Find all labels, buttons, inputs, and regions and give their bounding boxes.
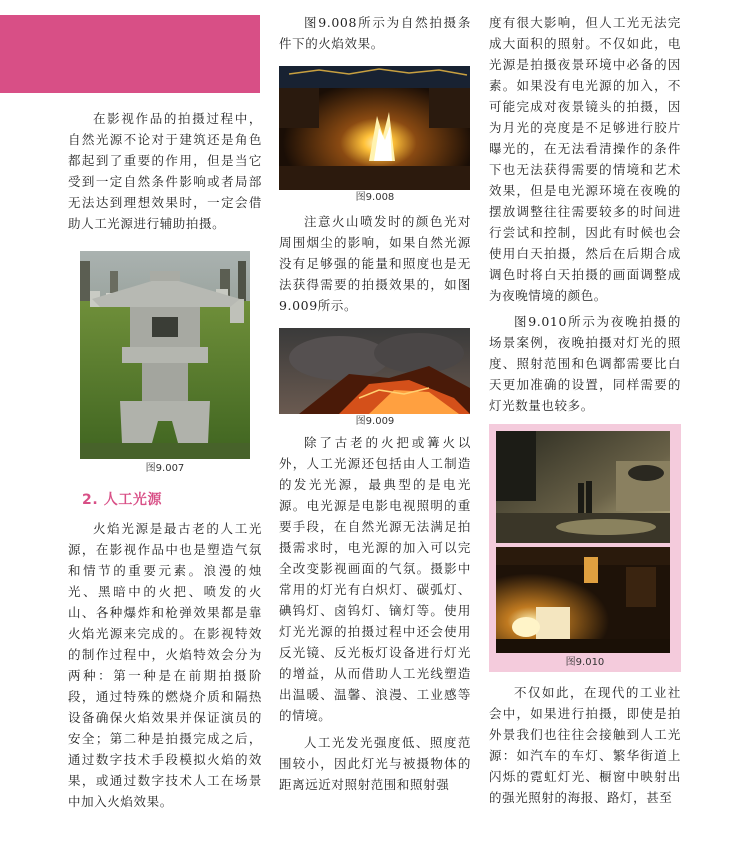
stone-lantern-photo <box>80 251 250 459</box>
paragraph-artificial-intensity: 人工光发光强度低、照度范围较小，因此灯光与被摄物体的距离远近对照射范围和照射强 <box>279 735 471 792</box>
figure-9-008-bonfire <box>279 66 470 190</box>
column-2 <box>279 12 471 795</box>
night-street-photo <box>496 431 670 543</box>
figure-9-010-street-night <box>496 431 670 543</box>
section-heading: 2. 人工光源 <box>82 492 163 508</box>
interior-lantern-photo <box>496 547 670 653</box>
figure-9-007-stone-lantern <box>80 251 250 459</box>
column-1 <box>68 108 262 812</box>
paragraph-fire-light: 火焰光源是最古老的人工光源，在影视作品中也是塑造气氛和情节的重要元素。浪漫的烛光、黑暗中的火把、喷发的火山、各种爆炸和枪弹效果都是靠火焰光源来完成的。在影视特效的制作过程中，火焰特效会分为两种：第一种是在前期拍摄阶段，通过特殊的燃烧介质和隔热设备确保火焰效果并保证演员的安全；第二种是拍摄完成之后，通过数字技术手段模拟火焰的效果，或通过数字技术人工在场景中加入火焰效果。 <box>68 521 262 809</box>
paragraph-industrial-light: 不仅如此，在现代的工业社会中，如果进行拍摄，即使是拍外景我们也往往会接触到人工光源：如汽车的车灯、繁华街道上闪烁的霓虹灯光、橱窗中映射出的强光照射的海报、路灯，甚至 <box>489 685 681 805</box>
figure-9-010-frame <box>489 424 681 672</box>
decorative-pink-bar <box>0 15 260 93</box>
figure-9-009-caption: 图9.009 <box>355 416 395 427</box>
bonfire-photo <box>279 66 470 190</box>
paragraph-electric-light: 除了古老的火把或篝火以外，人工光源还包括由人工制造的发光光源，最典型的是电光源。电光源是电影电视照明的重要手段，在自然光源无法满足拍摄需求时，电光源的加入可以完全改变影视画面的气氛。摄影中常用的灯光有白炽灯、碳弧灯、碘钨灯、卤钨灯、镝灯等。使用灯光光源的拍摄过程中还会使用反光镜、反光板灯设备进行灯光的增益，从而借助人工光线塑造出温暖、温馨、浪漫、工业感等的情境。 <box>279 435 471 723</box>
figure-9-007-caption: 图9.007 <box>145 463 185 474</box>
figure-9-010-interior-night <box>496 547 670 653</box>
figure-9-009-volcano <box>279 328 470 414</box>
figure-9-010-caption: 图9.010 <box>565 657 605 668</box>
volcano-photo <box>279 328 470 414</box>
paragraph-intro: 在影视作品的拍摄过程中，自然光源不论对于建筑还是角色都起到了重要的作用，但是当它受到一定自然条件影响或者局部无法达到理想效果时，一定会借助人工光源进行辅助拍摄。 <box>68 111 262 231</box>
paragraph-fig010-ref: 图9.010所示为夜晚拍摄的场景案例，夜晚拍摄对灯光的照度、照射范围和色调都需要比白天更加准确的设置，同样需要的灯光数量也较多。 <box>489 314 681 413</box>
paragraph-night-scene: 度有很大影响，但人工光无法完成大面积的照射。不仅如此，电光源是拍摄夜景环境中必备的因素。如果没有电光源的加入，不可能完成对夜景镜头的拍摄，因为月光的亮度是不足够进行胶片曝光的，在无法看清操作的条件下也无法获得需要的情境和艺术效果，但是电光源环境在夜晚的摆放调整往往需要较多的时间进行尝试和控制，因此有时候也会使用白天拍摄，然后在后期合成调色时将白天拍摄的画面调整成为夜晚情境的颜色。 <box>489 15 681 303</box>
column-3 <box>489 12 681 808</box>
paragraph-fig008-ref: 图9.008所示为自然拍摄条件下的火焰效果。 <box>279 15 471 51</box>
figure-9-008-caption: 图9.008 <box>355 192 395 203</box>
paragraph-volcano: 注意火山喷发时的颜色光对周围烟尘的影响，如果自然光源没有足够强的能量和照度也是无法获得需要的拍摄效果的，如图9.009所示。 <box>279 214 471 313</box>
